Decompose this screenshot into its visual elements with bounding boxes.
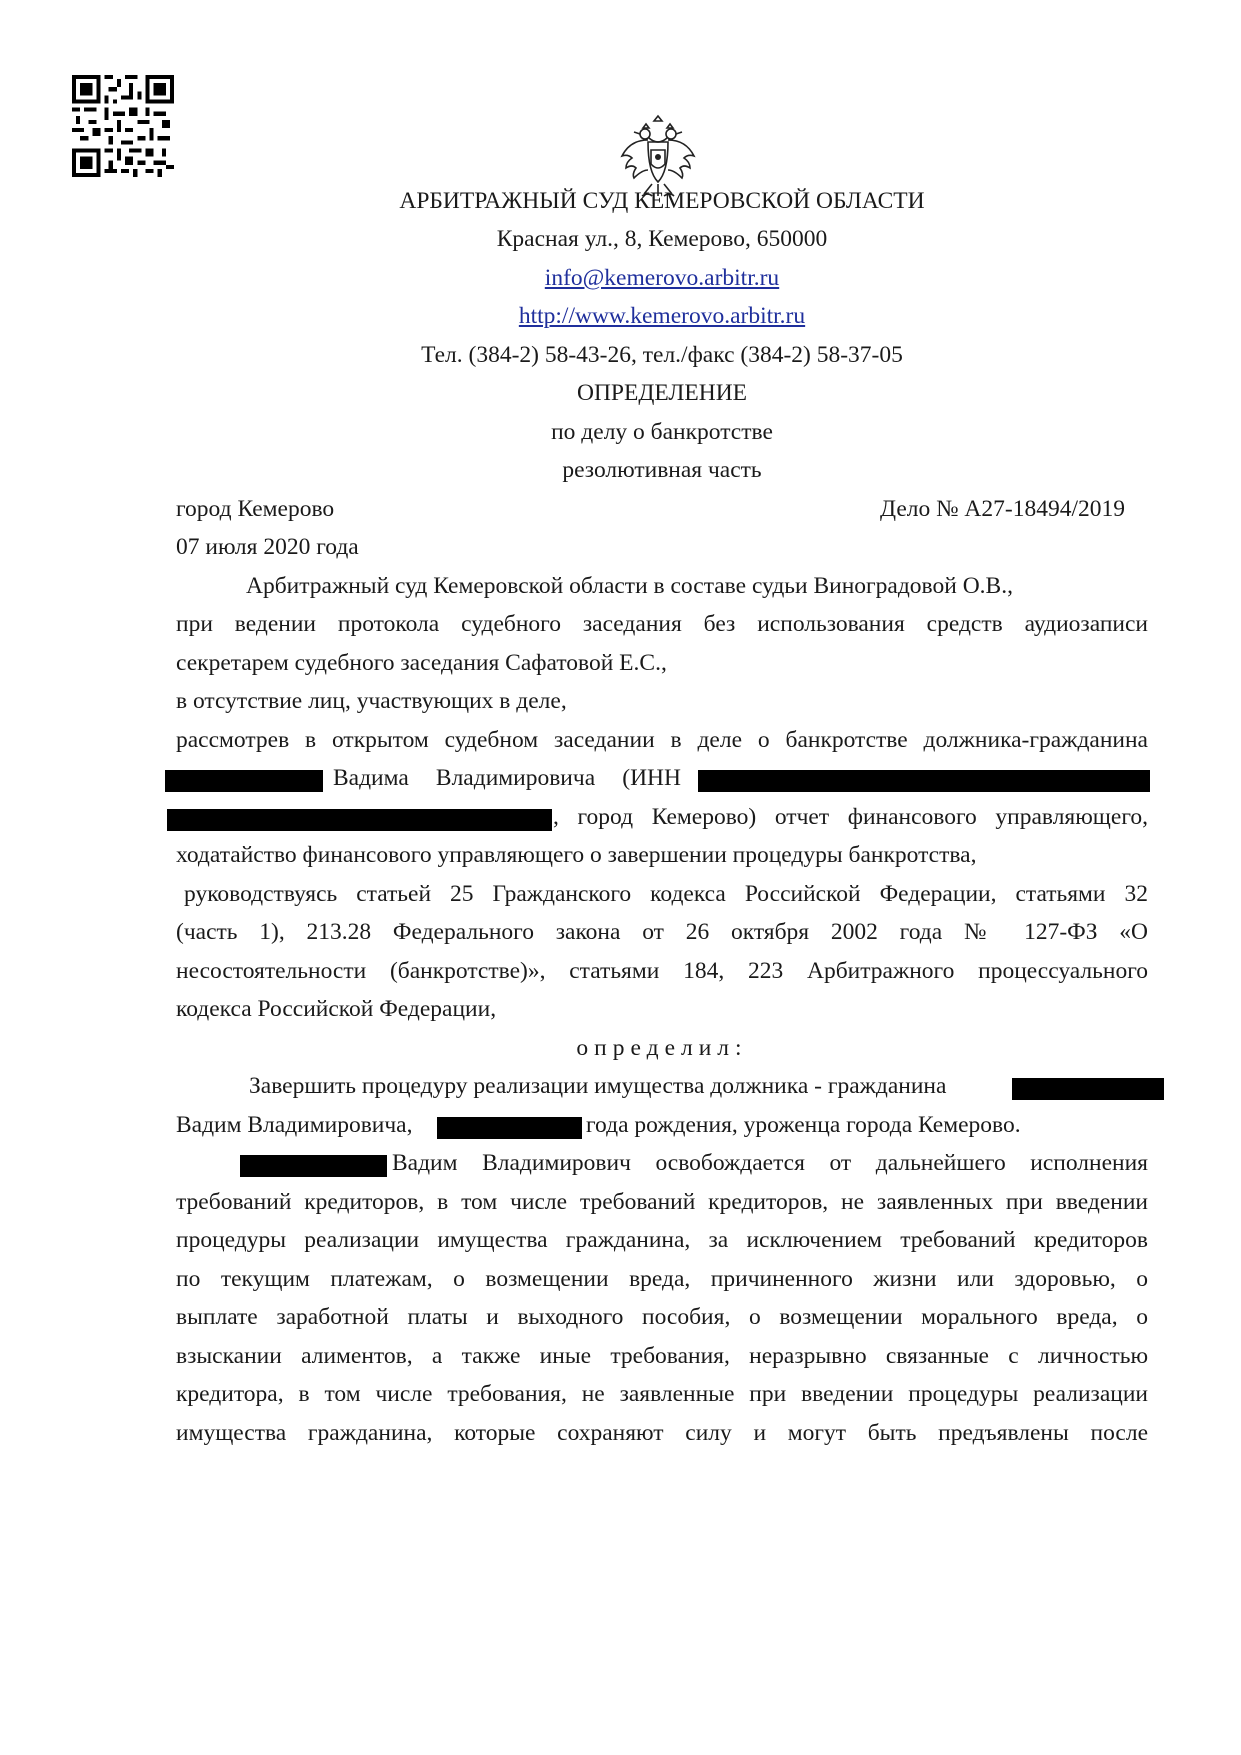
body-line: года рождения, уроженца города Кемерово.: [586, 1112, 1021, 1138]
body-line: Завершить процедуру реализации имущества должника - гражданина: [249, 1073, 947, 1099]
redaction-bar: [1012, 1078, 1164, 1100]
document-part: резолютивная часть: [562, 457, 762, 483]
document-subtitle: по делу о банкротстве: [551, 419, 773, 445]
body-line: секретарем судебного заседания Сафатовой Е.С.,: [176, 650, 667, 676]
court-phone: Тел. (384-2) 58-43-26, тел./факс (384-2) 58-37-05: [421, 342, 903, 368]
redaction-bar: [698, 770, 1150, 792]
body-line: в отсутствие лиц, участвующих в деле,: [176, 688, 567, 714]
redaction-bar: [437, 1117, 582, 1139]
body-line: взыскании алиментов, а также иные требования, неразрывно связанные с личностью: [176, 1343, 1148, 1369]
body-line: при ведении протокола судебного заседания без использования средств аудиозаписи: [176, 611, 1148, 637]
body-line: несостоятельности (банкротстве)», статьями 184, 223 Арбитражного процессуального: [176, 958, 1148, 984]
city: город Кемерово: [176, 496, 335, 522]
body-line: рассмотрев в открытом судебном заседании в деле о банкротстве должника-гражданина: [176, 727, 1148, 753]
redaction-bar: [240, 1155, 387, 1177]
body-line: руководствуясь статьей 25 Гражданского кодекса Российской Федерации, статьями 32: [184, 881, 1148, 907]
body-line: процедуры реализации имущества гражданина, за исключением требований кредиторов: [176, 1227, 1148, 1253]
body-line: кодекса Российской Федерации,: [176, 996, 497, 1022]
court-name: АРБИТРАЖНЫЙ СУД КЕМЕРОВСКОЙ ОБЛАСТИ: [399, 188, 925, 214]
body-line: Вадим Владимирович освобождается от дальнейшего исполнения: [392, 1150, 1148, 1176]
body-line: кредитора, в том числе требования, не заявленные при введении процедуры реализации: [176, 1381, 1148, 1407]
body-line: Вадим Владимировича,: [176, 1112, 413, 1138]
body-line: по текущим платежам, о возмещении вреда, причиненного жизни или здоровью, о: [176, 1266, 1148, 1292]
body-line: ходатайство финансового управляющего о завершении процедуры банкротства,: [176, 842, 977, 868]
body-line: Вадима Владимировича (ИНН: [333, 765, 681, 791]
body-line: (часть 1), 213.28 Федерального закона от 26 октября 2002 года № 127-ФЗ «О: [176, 919, 1148, 945]
email-link[interactable]: info@kemerovo.arbitr.ru: [544, 265, 780, 291]
court-address: Красная ул., 8, Кемерово, 650000: [496, 226, 828, 252]
body-line: требований кредиторов, в том числе требований кредиторов, не заявленных при введении: [176, 1189, 1148, 1215]
website-link[interactable]: http://www.kemerovo.arbitr.ru: [518, 303, 806, 329]
body-line: Арбитражный суд Кемеровской области в составе судьи Виноградовой О.В.,: [246, 573, 1013, 599]
document-title: ОПРЕДЕЛЕНИЕ: [576, 380, 748, 406]
document-date: 07 июля 2020 года: [176, 534, 359, 560]
body-line: , город Кемерово) отчет финансового управляющего,: [553, 804, 1148, 830]
decision-heading: определил:: [576, 1035, 748, 1061]
redaction-bar: [165, 770, 323, 792]
redaction-bar: [167, 809, 552, 831]
body-line: имущества гражданина, которые сохраняют силу и могут быть предъявлены после: [176, 1420, 1148, 1446]
case-number: Дело № А27-18494/2019: [880, 496, 1125, 522]
body-line: выплате заработной платы и выходного пособия, о возмещении морального вреда, о: [176, 1304, 1148, 1330]
qr-code-icon: [72, 75, 174, 177]
